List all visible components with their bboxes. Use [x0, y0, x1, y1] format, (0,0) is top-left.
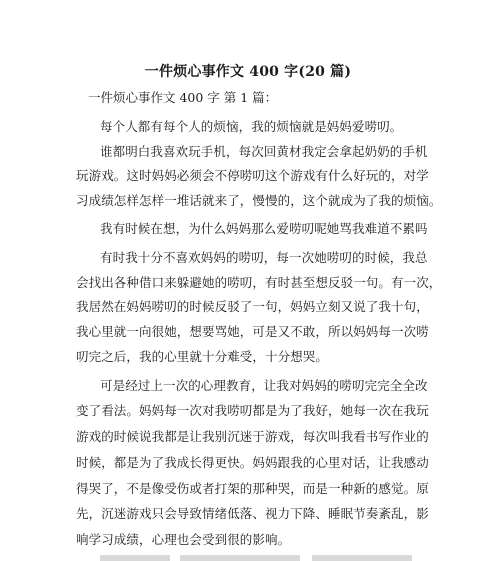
- paragraph-line: 谁都明白我喜欢玩手机，每次回黄材我定会拿起奶奶的手机: [100, 144, 428, 159]
- paragraph-line: 可是经过上一次的心理教育，让我对妈妈的唠叨完完全全改: [100, 378, 428, 393]
- paragraph-line: 响学习成绩，心理也会受到很的影响。: [76, 532, 291, 547]
- paragraph-line: 变了看法。妈妈每一次对我唠叨都是为了我好，她每一次在我玩: [76, 403, 429, 418]
- document-subtitle: 一件烦心事作文 400 字 第 1 篇：: [88, 90, 278, 105]
- paragraph-line: 先，沉迷游戏只会导致情绪低落、视力下降、睡眠节奏紊乱，影: [76, 506, 429, 521]
- paragraph-line: 我居然在妈妈唠叨的时候反驳了一句，妈妈立刻又说了我十句，: [76, 299, 429, 314]
- paragraph-line: 我有时候在想，为什么妈妈那么爱唠叨呢她骂我难道不累吗: [100, 221, 428, 236]
- cropped-text-fragment: [100, 555, 170, 561]
- cropped-text-fragment: [180, 555, 300, 561]
- cropped-next-line: [76, 549, 436, 561]
- cropped-text-fragment: [312, 555, 412, 561]
- paragraph-line: 游戏的时候说我都是让我别沉迷于游戏，每次叫我看书写作业的: [76, 429, 429, 444]
- document-title: 一件烦心事作文 400 字(20 篇): [144, 64, 352, 80]
- paragraph-line: 叨完之后，我的心里就十分难受，十分想哭。: [76, 349, 329, 364]
- paragraph-line: 会找出各种借口来躲避她的唠叨，有时甚至想反驳一句。有一次，: [76, 275, 442, 290]
- paragraph-line: 习成绩怎样怎样一堆话就来了，慢慢的，这个就成为了我的烦恼。: [76, 193, 442, 208]
- paragraph-line: 时候，都是为了我成长得更快。妈妈跟我的心里对话，让我感动: [76, 455, 429, 470]
- paragraph-line: 我心里就一向很她，想要骂她，可是又不敢，所以妈妈每一次唠: [76, 324, 429, 339]
- paragraph-line: 得哭了，不是像受伤或者打架的那种哭，而是一种新的感觉。原: [76, 481, 429, 496]
- paragraph-line: 玩游戏。这时妈妈必须会不停唠叨这个游戏有什么好玩的，对学: [76, 168, 429, 183]
- paragraph-line: 有时我十分不喜欢妈妈的唠叨，每一次她唠叨的时候，我总: [100, 250, 428, 265]
- paragraph-line: 每个人都有每个人的烦恼，我的烦恼就是妈妈爱唠叨。: [100, 119, 403, 134]
